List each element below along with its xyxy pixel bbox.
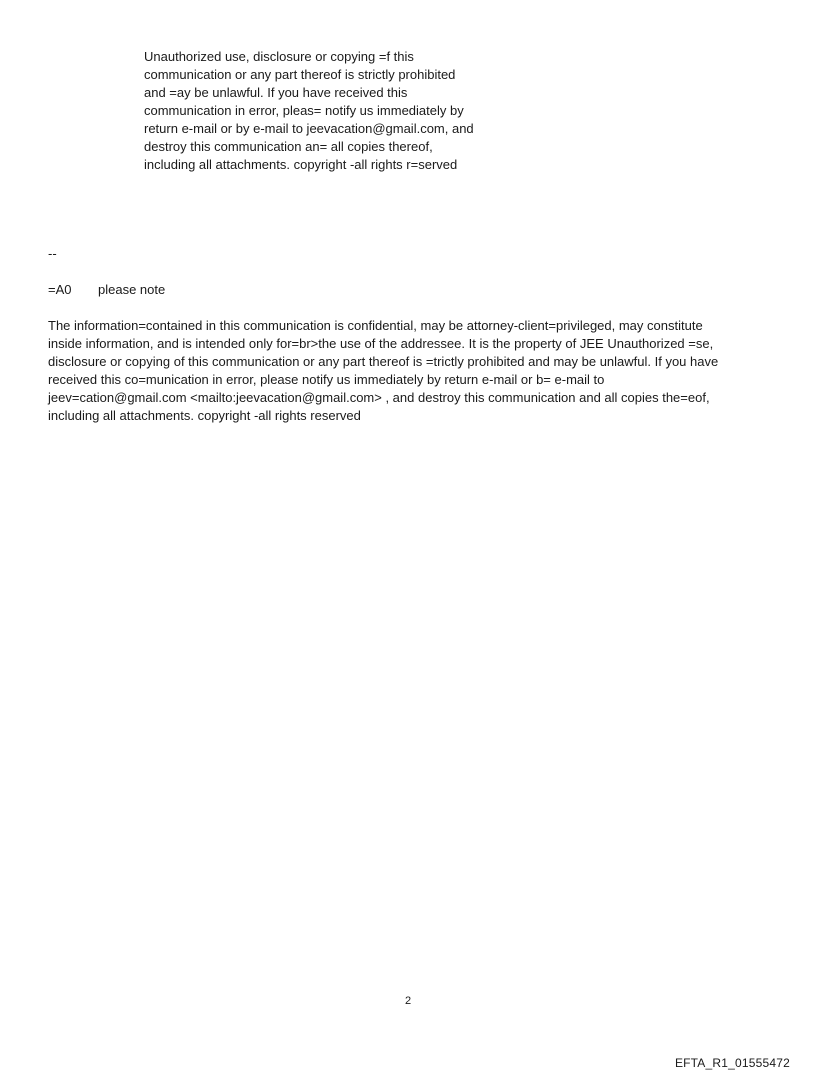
- paragraph-line: return e-mail or by e-mail to jeevacation@gmail.com, and: [144, 121, 474, 136]
- page-number: 2: [404, 995, 412, 1007]
- please-note-text: please note: [98, 282, 166, 297]
- confidentiality-disclaimer-paragraph: [48, 317, 778, 425]
- signature-separator: --: [48, 246, 57, 261]
- please-note-line: [48, 281, 165, 299]
- encoded-space-tag: =A0: [48, 282, 72, 297]
- paragraph-line: and =ay be unlawful. If you have received this: [144, 85, 408, 100]
- paragraph-line: communication in error, pleas= notify us immediately by: [144, 103, 464, 118]
- paragraph-line: inside information, and is intended only for=br>the use of the addressee. It is the property of JEE Unauthorized =se,: [48, 336, 714, 351]
- paragraph-line: The information=contained in this communication is confidential, may be attorney-client=privileged, may constitute: [48, 318, 703, 333]
- paragraph-line: jeev=cation@gmail.com <mailto:jeevacation@gmail.com> , and destroy this communication and all copies the=eof,: [48, 390, 710, 405]
- paragraph-line: destroy this communication an= all copies thereof,: [144, 139, 433, 154]
- document-id: EFTA_R1_01555472: [674, 1056, 790, 1070]
- paragraph-line: including all attachments. copyright -all rights r=served: [144, 157, 458, 172]
- quoted-disclaimer-paragraph: [144, 48, 504, 174]
- paragraph-line: communication or any part thereof is strictly prohibited: [144, 67, 456, 82]
- paragraph-line: received this co=munication in error, please notify us immediately by return e-mail or b= e-mail to: [48, 372, 605, 387]
- paragraph-line: Unauthorized use, disclosure or copying =f this: [144, 49, 414, 64]
- paragraph-line: including all attachments. copyright -all rights reserved: [48, 408, 361, 423]
- paragraph-line: disclosure or copying of this communication or any part thereof is =trictly prohibited and may be unlawful. If you have: [48, 354, 719, 369]
